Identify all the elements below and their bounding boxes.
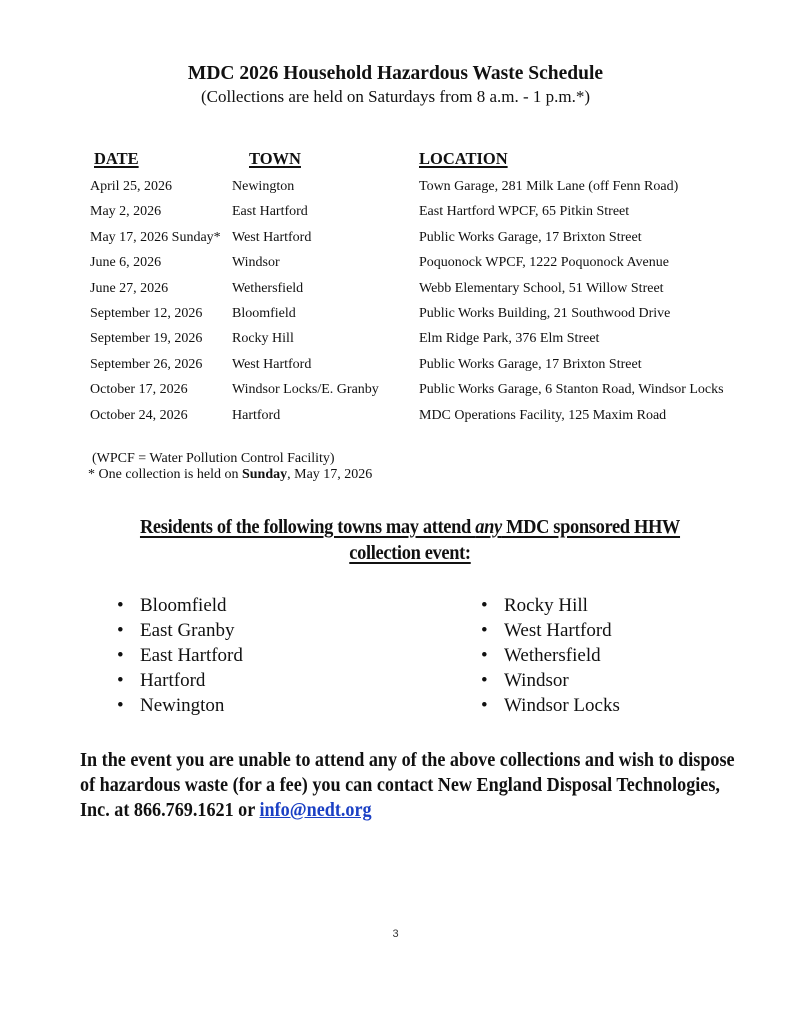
town-cell: Windsor Locks/E. Granby	[232, 382, 379, 398]
contact-text: In the event you are unable to attend any of the above collections and wish to dispose of hazardous waste (for a fee) you can contact New England Disposal Technologies, Inc. at 866.769.1621 or	[80, 750, 735, 821]
town-name: Bloomfield	[140, 595, 227, 616]
date-cell: May 2, 2026	[90, 204, 162, 220]
email-link[interactable]: info@nedt.org	[259, 800, 372, 821]
town-list-item	[481, 593, 620, 618]
town-list-item	[481, 693, 620, 718]
location-cell: Public Works Garage, 17 Brixton Street	[419, 356, 642, 372]
bullet-icon: •	[117, 595, 124, 616]
bullet-icon: •	[117, 695, 124, 716]
town-cell: West Hartford	[232, 229, 312, 245]
location-cell: Public Works Garage, 17 Brixton Street	[419, 229, 642, 245]
bullet-icon: •	[481, 670, 488, 691]
contact-paragraph	[80, 748, 750, 823]
town-list-item	[117, 618, 243, 643]
date-cell: September 26, 2026	[90, 356, 203, 372]
location-cell: Town Garage, 281 Milk Lane (off Fenn Road)	[419, 179, 679, 194]
document-title: MDC 2026 Household Hazardous Waste Schedule	[187, 63, 604, 84]
town-cell: Wethersfield	[232, 280, 304, 296]
date-cell: October 17, 2026	[90, 382, 188, 398]
town-name: East Granby	[140, 620, 235, 641]
town-name: East Hartford	[140, 645, 243, 666]
column-header-town: TOWN	[249, 149, 301, 168]
sunday-note-bold: Sunday	[241, 467, 288, 482]
town-name: Wethersfield	[504, 645, 601, 666]
bullet-icon: •	[481, 595, 488, 616]
town-name: Windsor Locks	[504, 695, 620, 716]
bullet-icon: •	[481, 645, 488, 666]
town-name: Hartford	[140, 670, 206, 691]
bullet-icon: •	[481, 620, 488, 641]
date-cell: October 24, 2026	[90, 407, 188, 423]
town-list-item	[117, 693, 243, 718]
town-list-item	[481, 643, 620, 668]
town-cell: Hartford	[232, 407, 281, 423]
town-cell: West Hartford	[232, 356, 312, 372]
sunday-note	[88, 466, 372, 483]
town-cell: Windsor	[232, 255, 280, 271]
town-list-item	[481, 618, 620, 643]
residents-heading-part2: MDC sponsored HHW collection event:	[349, 516, 681, 564]
town-list-item	[117, 643, 243, 668]
residents-heading	[131, 514, 689, 566]
bullet-icon: •	[481, 695, 488, 716]
location-cell: Public Works Building, 21 Southwood Drive	[419, 306, 671, 321]
town-name: Newington	[140, 695, 225, 716]
location-cell: Poquonock WPCF, 1222 Poquonock Avenue	[419, 255, 669, 271]
town-name: Windsor	[504, 670, 569, 691]
location-cell: MDC Operations Facility, 125 Maxim Road	[419, 407, 667, 423]
sunday-note-suffix: , May 17, 2026	[287, 467, 373, 482]
date-cell: April 25, 2026	[90, 179, 173, 194]
town-cell: Bloomfield	[232, 306, 296, 321]
column-header-date: DATE	[94, 149, 139, 168]
town-list-item	[117, 668, 243, 693]
town-list-item	[117, 593, 243, 618]
town-name: Rocky Hill	[504, 595, 588, 616]
date-cell: September 12, 2026	[90, 306, 203, 321]
location-cell: East Hartford WPCF, 65 Pitkin Street	[419, 204, 630, 220]
town-name: West Hartford	[504, 620, 612, 641]
page-number: 3	[392, 928, 399, 940]
bullet-icon: •	[117, 670, 124, 691]
bullet-icon: •	[117, 620, 124, 641]
column-header-location: LOCATION	[419, 149, 508, 168]
towns-list-right	[481, 593, 620, 718]
residents-heading-italic: any	[475, 516, 502, 538]
location-cell: Elm Ridge Park, 376 Elm Street	[419, 331, 600, 347]
document-subtitle: (Collections are held on Saturdays from 8 a.m. - 1 p.m.*)	[200, 87, 591, 106]
date-cell: June 27, 2026	[90, 280, 169, 296]
bullet-icon: •	[117, 645, 124, 666]
location-cell: Public Works Garage, 6 Stanton Road, Windsor Locks	[419, 382, 724, 398]
town-list-item	[481, 668, 620, 693]
location-cell: Webb Elementary School, 51 Willow Street	[419, 280, 664, 296]
towns-list-left	[117, 593, 243, 718]
date-cell: September 19, 2026	[90, 331, 203, 347]
wpcf-note: (WPCF = Water Pollution Control Facility)	[92, 451, 335, 466]
town-cell: East Hartford	[232, 204, 308, 220]
sunday-note-prefix: * One collection is held on	[88, 467, 242, 482]
date-cell: May 17, 2026 Sunday*	[90, 229, 221, 245]
town-cell: Newington	[232, 179, 295, 194]
date-cell: June 6, 2026	[90, 255, 162, 271]
residents-heading-part1: Residents of the following towns may attend	[139, 516, 476, 538]
town-cell: Rocky Hill	[232, 331, 294, 347]
